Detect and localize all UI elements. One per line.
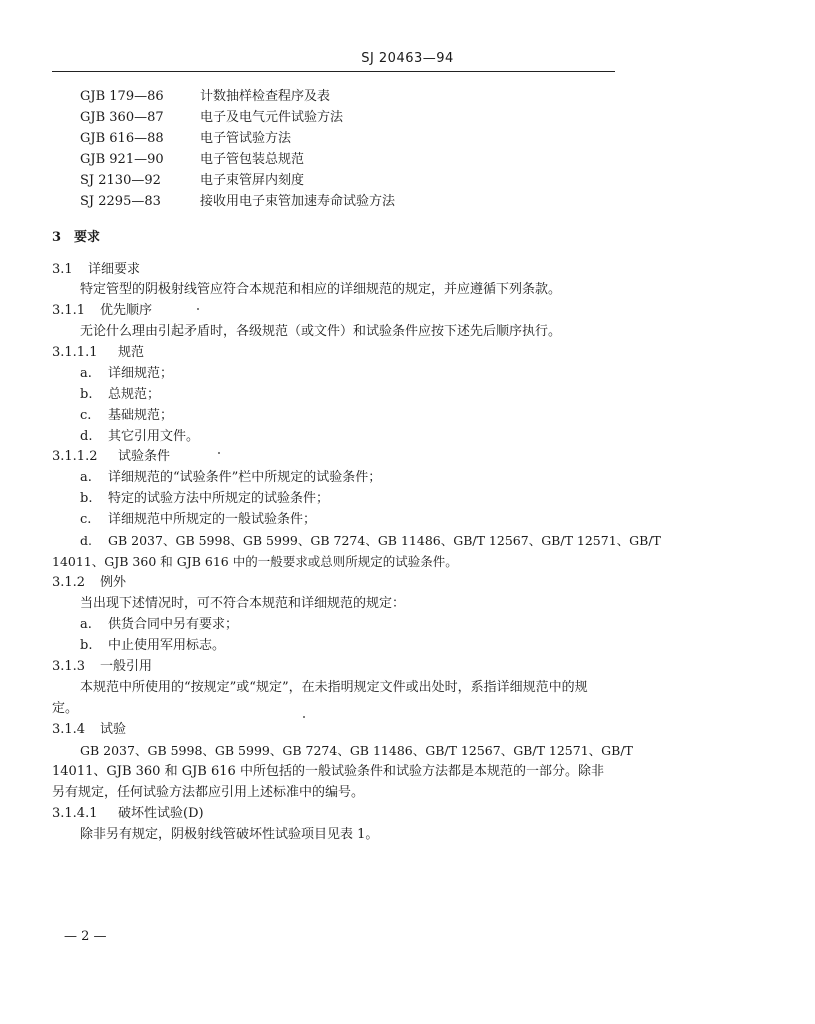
list-marker: a.: [80, 617, 92, 632]
list-item: [80, 406, 173, 426]
section-3-1-4-1-body: 除非另有规定，阴极射线管破坏性试验项目见表 1。: [80, 827, 379, 842]
reference-row: [80, 129, 291, 149]
section-3-1-4-body-cont: 另有规定，任何试验方法都应引用上述标准中的编号。: [52, 785, 365, 800]
reference-title: 电子管包装总规范: [200, 152, 305, 167]
reference-code: GJB 360—87: [80, 110, 164, 125]
section-number: 3.1.1.2: [52, 449, 98, 464]
list-marker: b.: [80, 387, 93, 402]
reference-code: GJB 179—86: [80, 89, 164, 104]
section-number: 3.1.4: [52, 722, 86, 737]
reference-code: GJB 616—88: [80, 131, 164, 146]
section-3-1-3-body: 本规范中所使用的“按规定”或“规定”，在未指明规定文件或出处时，系指详细规范中的规: [80, 680, 588, 695]
section-title: 试验: [100, 722, 127, 737]
header-rule: [52, 71, 615, 72]
section-number: 3.1: [52, 262, 73, 277]
list-text: 详细规范的“试验条件”栏中所规定的试验条件；: [108, 470, 382, 485]
reference-title: 接收用电子束管加速寿命试验方法: [200, 194, 396, 209]
section-title: 规范: [118, 345, 145, 360]
list-marker: b.: [80, 638, 93, 653]
section-3-1-body: 特定管型的阴极射线管应符合本规范和相应的详细规范的规定，并应遵循下列条款。: [80, 282, 562, 297]
section-3-heading: [52, 228, 100, 248]
list-item: [80, 468, 381, 488]
section-3-1-4-body-cont: 14011、GJB 360 和 GJB 616 中所包括的一般试验条件和试验方法都是本规范的一部分。除非: [52, 764, 604, 779]
section-title: 一般引用: [100, 659, 153, 674]
document-header: SJ 20463—94: [361, 51, 454, 66]
section-number: 3.1.2: [52, 575, 86, 590]
section-3-1-1-body: 无论什么理由引起矛盾时，各级规范（或文件）和试验条件应按下述先后顺序执行。: [80, 324, 562, 339]
list-text: 总规范；: [108, 387, 161, 402]
section-3-1-2-heading: [52, 573, 126, 593]
reference-code: SJ 2295—83: [80, 194, 161, 209]
section-3-1-3-heading: [52, 657, 152, 677]
section-title: 试验条件: [118, 449, 171, 464]
section-number: 3.1.4.1: [52, 806, 98, 821]
section-title: 例外: [100, 575, 127, 590]
list-text: 中止使用军用标志。: [108, 638, 226, 653]
section-title: 详细要求: [88, 262, 141, 277]
list-marker: c.: [80, 408, 92, 423]
list-marker: c.: [80, 512, 92, 527]
section-number: 3: [52, 230, 62, 245]
section-3-1-4-body: GB 2037、GB 5998、GB 5999、GB 7274、GB 11486、GB/T 12567、GB/T 12571、GB/T: [80, 743, 633, 758]
reference-row: [80, 171, 304, 191]
list-item: [80, 510, 316, 530]
section-3-1-1-1-heading: [52, 343, 144, 363]
section-title: 破坏性试验(D): [118, 806, 204, 821]
list-marker: a.: [80, 470, 92, 485]
section-3-1-1-heading: [52, 301, 152, 321]
reference-title: 计数抽样检查程序及表: [200, 89, 331, 104]
reference-title: 电子束管屏内刻度: [200, 173, 305, 188]
list-item: [80, 636, 225, 656]
section-3-1-1-2-heading: [52, 447, 170, 467]
list-marker: d.: [80, 533, 92, 548]
section-title: 优先顺序: [100, 303, 153, 318]
section-title: 要求: [74, 230, 101, 245]
scan-speck: [218, 452, 220, 454]
list-text: GB 2037、GB 5998、GB 5999、GB 7274、GB 11486、GB/T 12567、GB/T 12571、GB/T: [108, 533, 661, 548]
scan-speck: [303, 716, 305, 718]
list-text: 基础规范；: [108, 408, 174, 423]
list-item-continuation: 14011、GJB 360 和 GJB 616 中的一般要求或总则所规定的试验条件。: [52, 554, 458, 569]
list-text: 其它引用文件。: [108, 429, 200, 444]
scan-speck: [197, 308, 199, 310]
reference-title: 电子及电气元件试验方法: [200, 110, 344, 125]
section-number: 3.1.3: [52, 659, 86, 674]
section-3-1-3-body-cont: 定。: [52, 701, 79, 716]
section-3-1-2-body: 当出现下述情况时，可不符合本规范和详细规范的规定：: [80, 596, 406, 611]
section-number: 3.1.1.1: [52, 345, 98, 360]
list-marker: b.: [80, 491, 93, 506]
list-text: 特定的试验方法中所规定的试验条件；: [108, 491, 330, 506]
list-item: [80, 615, 238, 635]
list-text: 供货合同中另有要求；: [108, 617, 239, 632]
reference-row: [80, 108, 343, 128]
section-3-1-heading: [52, 260, 140, 280]
list-item: [80, 364, 173, 384]
section-3-1-4-1-heading: [52, 804, 204, 824]
list-item: [80, 385, 160, 405]
list-item: [80, 489, 329, 509]
reference-row: [80, 87, 330, 107]
list-marker: d.: [80, 429, 93, 444]
section-3-1-4-heading: [52, 720, 126, 740]
section-number: 3.1.1: [52, 303, 86, 318]
list-text: 详细规范；: [108, 366, 174, 381]
list-text: 详细规范中所规定的一般试验条件；: [108, 512, 317, 527]
page-number: — 2 —: [64, 929, 107, 944]
reference-row: [80, 150, 304, 170]
reference-code: SJ 2130—92: [80, 173, 161, 188]
reference-code: GJB 921—90: [80, 152, 164, 167]
list-marker: a.: [80, 366, 92, 381]
list-item: [80, 531, 661, 551]
reference-row: [80, 192, 395, 212]
list-item: [80, 427, 199, 447]
reference-title: 电子管试验方法: [200, 131, 292, 146]
